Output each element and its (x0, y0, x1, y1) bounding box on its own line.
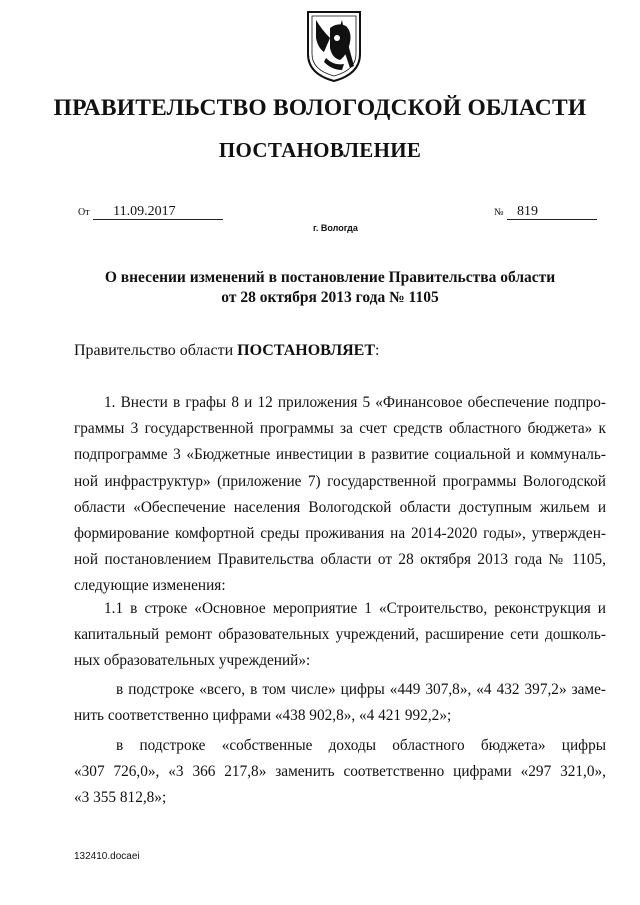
city-label: г. Вологда (313, 223, 358, 233)
text-line: 1.1 в строке «Основное мероприятие 1 «Строительство, реконструкция и (104, 600, 606, 617)
number-field (494, 204, 597, 220)
paragraph-subline-total (74, 677, 606, 729)
coat-of-arms-icon (304, 8, 364, 84)
preamble (74, 342, 379, 360)
document-type: ПОСТАНОВЛЕНИЕ (218, 138, 422, 162)
text-line: «307 726,0», «3 366 217,8» заменить соответственно цифрами «297 321,0», (74, 763, 606, 781)
text-line: подпрограмме 3 «Бюджетные инвестиции в развитие социальной и коммуналь- (74, 446, 606, 464)
text-line: в подстроке «собственные доходы областного бюджета» цифры (116, 737, 606, 754)
date-prefix: От (78, 207, 90, 218)
text-line: ной постановлением Правительства области от 28 октября 2013 года № 1105, (74, 551, 606, 569)
paragraph-1 (74, 390, 606, 600)
number-prefix: № (494, 207, 504, 218)
government-title: ПРАВИТЕЛЬСТВО ВОЛОГОДСКОЙ ОБЛАСТИ (53, 95, 587, 121)
subject-line: от 28 октября 2013 года № 1105 (221, 289, 439, 306)
document-number: 819 (507, 204, 597, 220)
text-line: граммы 3 государственной программы за счет средств областного бюджета» к (74, 420, 606, 438)
text-line: в подстроке «всего, в том числе» цифры «449 307,8», «4 432 397,2» заме- (116, 681, 606, 698)
paragraph-1-1 (74, 596, 606, 675)
preamble-colon: : (375, 342, 380, 359)
document-subject (0, 268, 640, 308)
text-line: ной инфраструктур» (приложение 7) государственной программы Вологодской (74, 472, 606, 490)
text-line: ных образовательных учреждений»: (74, 652, 311, 670)
text-line: 1. Внести в графы 8 и 12 приложения 5 «Финансовое обеспечение подпро- (104, 394, 606, 411)
date-field (78, 204, 223, 220)
preamble-verb: ПОСТАНОВЛЯЕТ (237, 342, 376, 359)
file-reference: 132410.docaei (74, 851, 140, 862)
text-line: формирование комфортной среды проживания на 2014-2020 годы», утвержден- (74, 524, 606, 542)
paragraph-subline-own-revenue (74, 733, 606, 812)
subject-line: О внесении изменений в постановление Правительства области (104, 269, 556, 286)
text-line: следующие изменения: (74, 577, 226, 595)
text-line: области «Обеспечение населения Вологодской области доступным жильем и (74, 498, 606, 516)
text-line: нить соответственно цифрами «438 902,8», «4 421 992,2»; (74, 707, 452, 725)
document-date: 11.09.2017 (93, 204, 223, 220)
text-line: «3 355 812,8»; (74, 789, 167, 807)
text-line: капитальный ремонт образовательных учреждений, расширение сети дошколь- (74, 626, 606, 644)
preamble-text: Правительство области (74, 342, 238, 359)
